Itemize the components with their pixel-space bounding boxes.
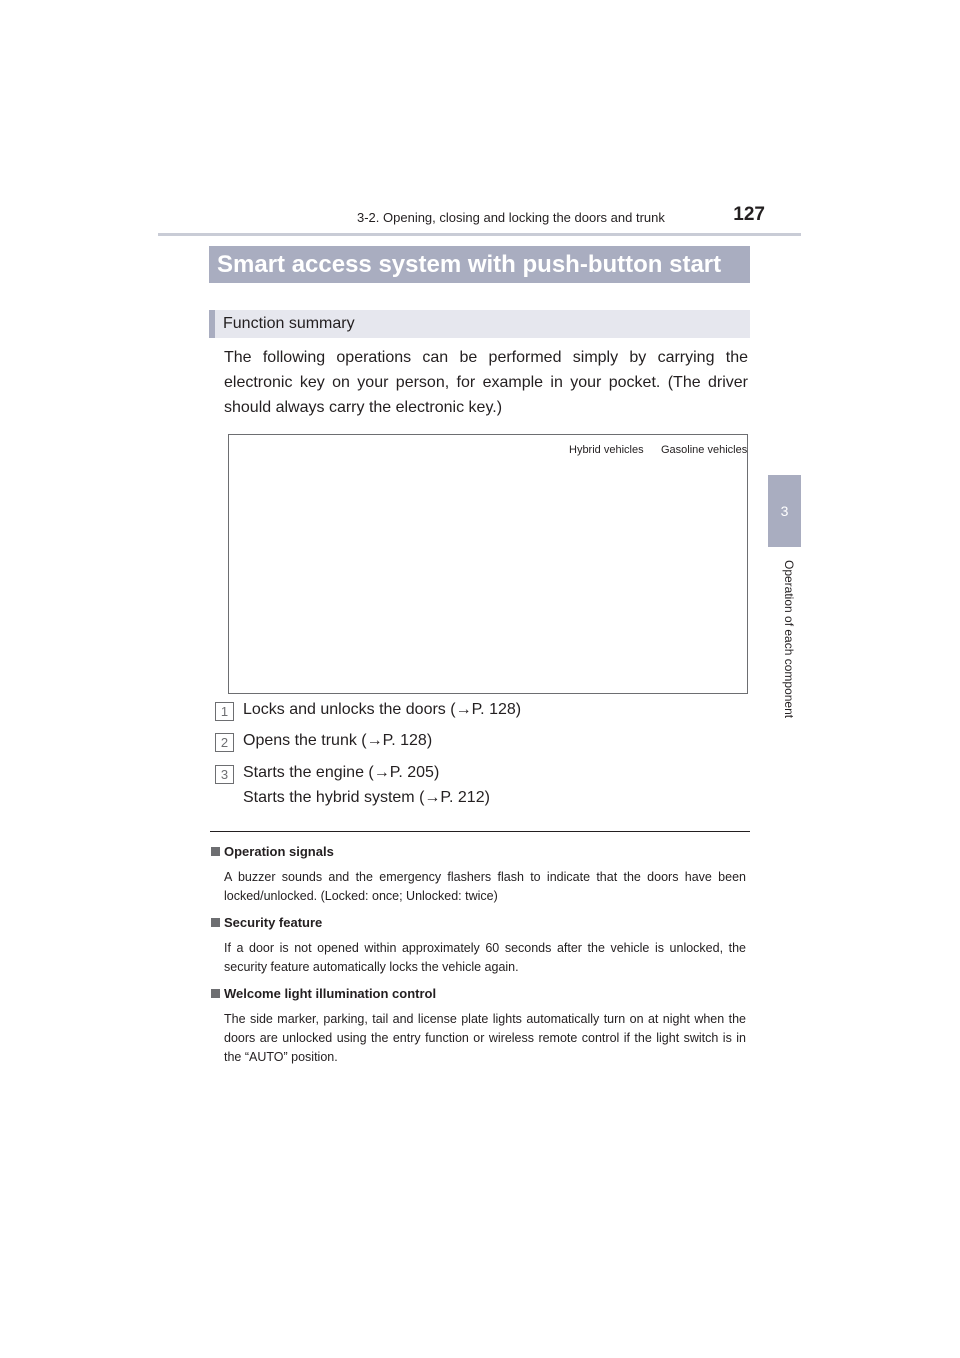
page-title: Smart access system with push-button start <box>209 246 750 283</box>
note-body: The side marker, parking, tail and license plate lights automatically turn on at night when the doors are unlocked using the entry function or wireless remote control if the light switch is in the “AUTO” position. <box>224 1012 746 1064</box>
item-text: Locks and unlocks the doors (→P. 128) <box>243 701 522 718</box>
intro-paragraph: The following operations can be performed simply by carrying the electronic key on your person, for example in your pocket. (The driver should always carry the electronic key.) <box>224 349 748 416</box>
item-text: Opens the trunk (→P. 128) <box>243 732 433 749</box>
note-heading-text: Security feature <box>224 915 323 930</box>
note-heading <box>211 915 322 930</box>
note-heading-text: Operation signals <box>224 844 334 859</box>
chapter-tab <box>768 475 801 547</box>
note-heading <box>211 844 334 859</box>
item-number-badge: 1 <box>215 702 234 721</box>
note-body: If a door is not opened within approximately 60 seconds after the vehicle is unlocked, the security feature automatically locks the vehicle again. <box>224 941 746 974</box>
item-number-badge: 3 <box>215 765 234 784</box>
vehicle-diagram-frame <box>228 434 748 694</box>
square-bullet-icon <box>211 989 220 998</box>
chapter-number: 3 <box>780 503 789 519</box>
note-body: A buzzer sounds and the emergency flashers flash to indicate that the doors have been locked/unlocked. (Locked: once; Unlocked: twice) <box>224 870 746 903</box>
section-header: 3-2. Opening, closing and locking the doors and trunk <box>357 210 665 225</box>
section-subtitle: Function summary <box>209 310 750 338</box>
hybrid-vehicles-label: Hybrid vehicles <box>569 444 644 456</box>
page-number: 127 <box>733 204 765 225</box>
notes-divider <box>210 831 750 832</box>
item-text: Starts the engine (→P. 205) <box>243 764 440 781</box>
item-text-secondary: Starts the hybrid system (→P. 212) <box>243 789 490 806</box>
header-divider <box>158 233 801 236</box>
note-heading <box>211 986 436 1001</box>
chapter-title: Operation of each component <box>782 560 796 719</box>
note-heading-text: Welcome light illumination control <box>224 986 437 1001</box>
gasoline-vehicles-label: Gasoline vehicles <box>661 444 748 456</box>
item-number-badge: 2 <box>215 733 234 752</box>
square-bullet-icon <box>211 847 220 856</box>
square-bullet-icon <box>211 918 220 927</box>
